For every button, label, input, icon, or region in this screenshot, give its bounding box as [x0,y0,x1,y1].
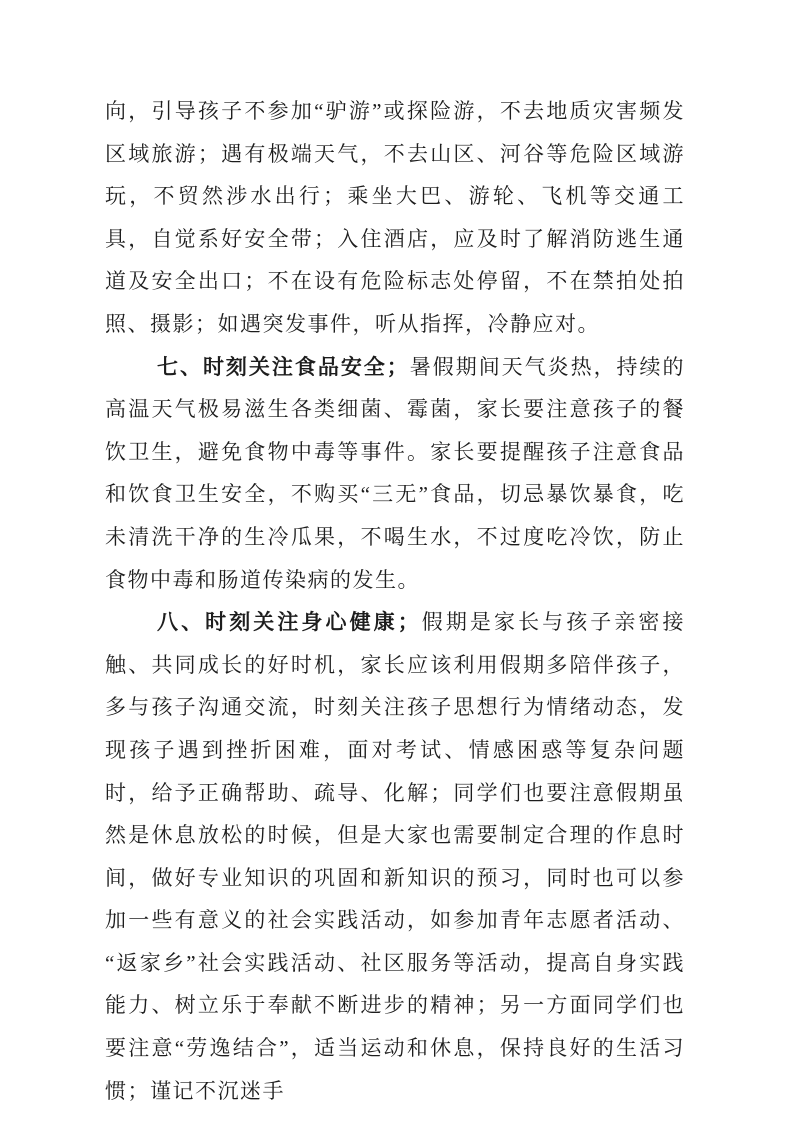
paragraph-travel-safety-continuation [105,90,685,346]
paragraph-text: 暑假期间天气炎热，持续的高温天气极易滋生各类细菌、霉菌，家长要注意孩子的餐饮卫生，避免食物中毒等事件。家长要提醒孩子注意食品和饮食卫生安全，不购买“三无”食品，切忌暴饮暴食，吃未清洗干净的生冷瓜果，不喝生水，不过度吃冷饮，防止食物中毒和肠道传染病的发生。 [105,354,686,592]
paragraph-text: 假期是家长与孩子亲密接触、共同成长的好时机，家长应该利用假期多陪伴孩子，多与孩子沟通交流，时刻关注孩子思想行为情绪动态，发现孩子遇到挫折困难，面对考试、情感困惑等复杂问题时，给予正确帮助、疏导、化解；同学们也要注意假期虽然是休息放松的时候，但是大家也需要制定合理的作息时间，做好专业知识的巩固和新知识的预习，同时也可以参加一些有意义的社会实践活动，如参加青年志愿者活动、“返家乡”社会实践活动、社区服务等活动，提高自身实践能力、树立乐于奉献不断进步的精神；另一方面同学们也要注意“劳逸结合”，适当运动和休息，保持良好的生活习惯；谨记不沉迷手 [105,610,686,1103]
paragraph-food-safety [105,346,685,602]
paragraph-text: 向，引导孩子不参加“驴游”或探险游，不去地质灾害频发区域旅游；遇有极端天气，不去山区、河谷等危险区域游玩，不贸然涉水出行；乘坐大巴、游轮、飞机等交通工具，自觉系好安全带；入住酒店，应及时了解消防逃生通道及安全出口；不在设有危险标志处停留，不在禁拍处拍照、摄影；如遇突发事件，听从指挥，冷静应对。 [105,99,685,336]
paragraph-mental-health [105,601,685,1112]
section-heading-seven: 七、时刻关注食品安全； [157,354,410,379]
section-heading-eight: 八、时刻关注身心健康； [157,610,421,635]
document-body [105,90,685,1112]
